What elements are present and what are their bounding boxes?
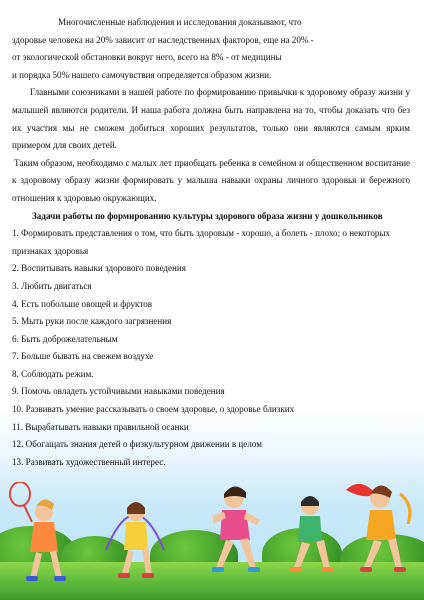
list-item: 8. Соблюдать режим. [12,368,94,379]
list-item: 7. Больше бывать на свежем воздухе [12,351,154,362]
document-text [12,14,410,471]
list-item: 13. Развивать художественный интерес. [12,456,166,467]
list-item: 10. Развивать умение рассказывать о своем здоровье, о здоровье близких [12,404,295,415]
tasks-list [12,225,410,471]
runner-icon [200,476,270,580]
list-item: 1. Формировать представления о том, что быть здоровым - хорошо, а болеть - плохо; о некоторых признаках здоровья [12,228,391,256]
list-item: 2. Воспитывать навыки здорового поведения [12,263,186,274]
parents-paragraph: Главными союзниками в нашей работе по формированию привычки к здоровому образу жизни у малышей являются родители. И наша работа должна быть направлена на то, чтобы доказать что без их участия мы не сможем добиться хороших результатов, только они являются самым ярким примером для своих детей. [12,87,410,151]
tennis-racket-icon [6,482,70,586]
children-running-on-grass [0,470,424,600]
tasks-heading: Задачи работы по формированию культуры здорового образа жизни у дошкольников [32,210,383,221]
intro-line: от экологической обстановки вокруг него, всего на 8% - от медицины [12,52,282,63]
jump-rope-icon [100,490,170,586]
intro-paragraph [12,14,410,84]
list-item: 6. Быть доброжелательным [12,333,118,344]
list-item: 4. Есть побольше овощей и фруктов [12,298,153,309]
intro-line: Многочисленные наблюдения и исследования доказывают, что [58,17,302,27]
ball-icon [340,470,420,578]
intro-line: здоровье человека на 20% зависит от наследственных факторов, еще на 20% - [12,34,314,45]
conclusion-paragraph: Таким образом, необходимо с малых лет приобщать ребенка в семейном и общественном воспитание к здоровому образу жизни формировать у малыша навыки охраны личного здоровья и бережного отношения к здоровью окружающих. [12,157,410,203]
list-item: 9. Помочь овладеть устойчивыми навыками поведения [12,386,225,397]
list-item: 12. Обогащать знания детей о физкультурном движении в целом [12,439,263,450]
list-item: 11. Вырабатывать навыки правильной осанки [12,421,189,432]
intro-line: и порядка 50% нашего самочувствия определяется образом жизни. [12,69,272,80]
list-item: 5. Мыть руки после каждого загрязнения [12,316,172,327]
list-item: 3. Любить двигаться [12,280,92,291]
runner-icon [280,486,340,582]
